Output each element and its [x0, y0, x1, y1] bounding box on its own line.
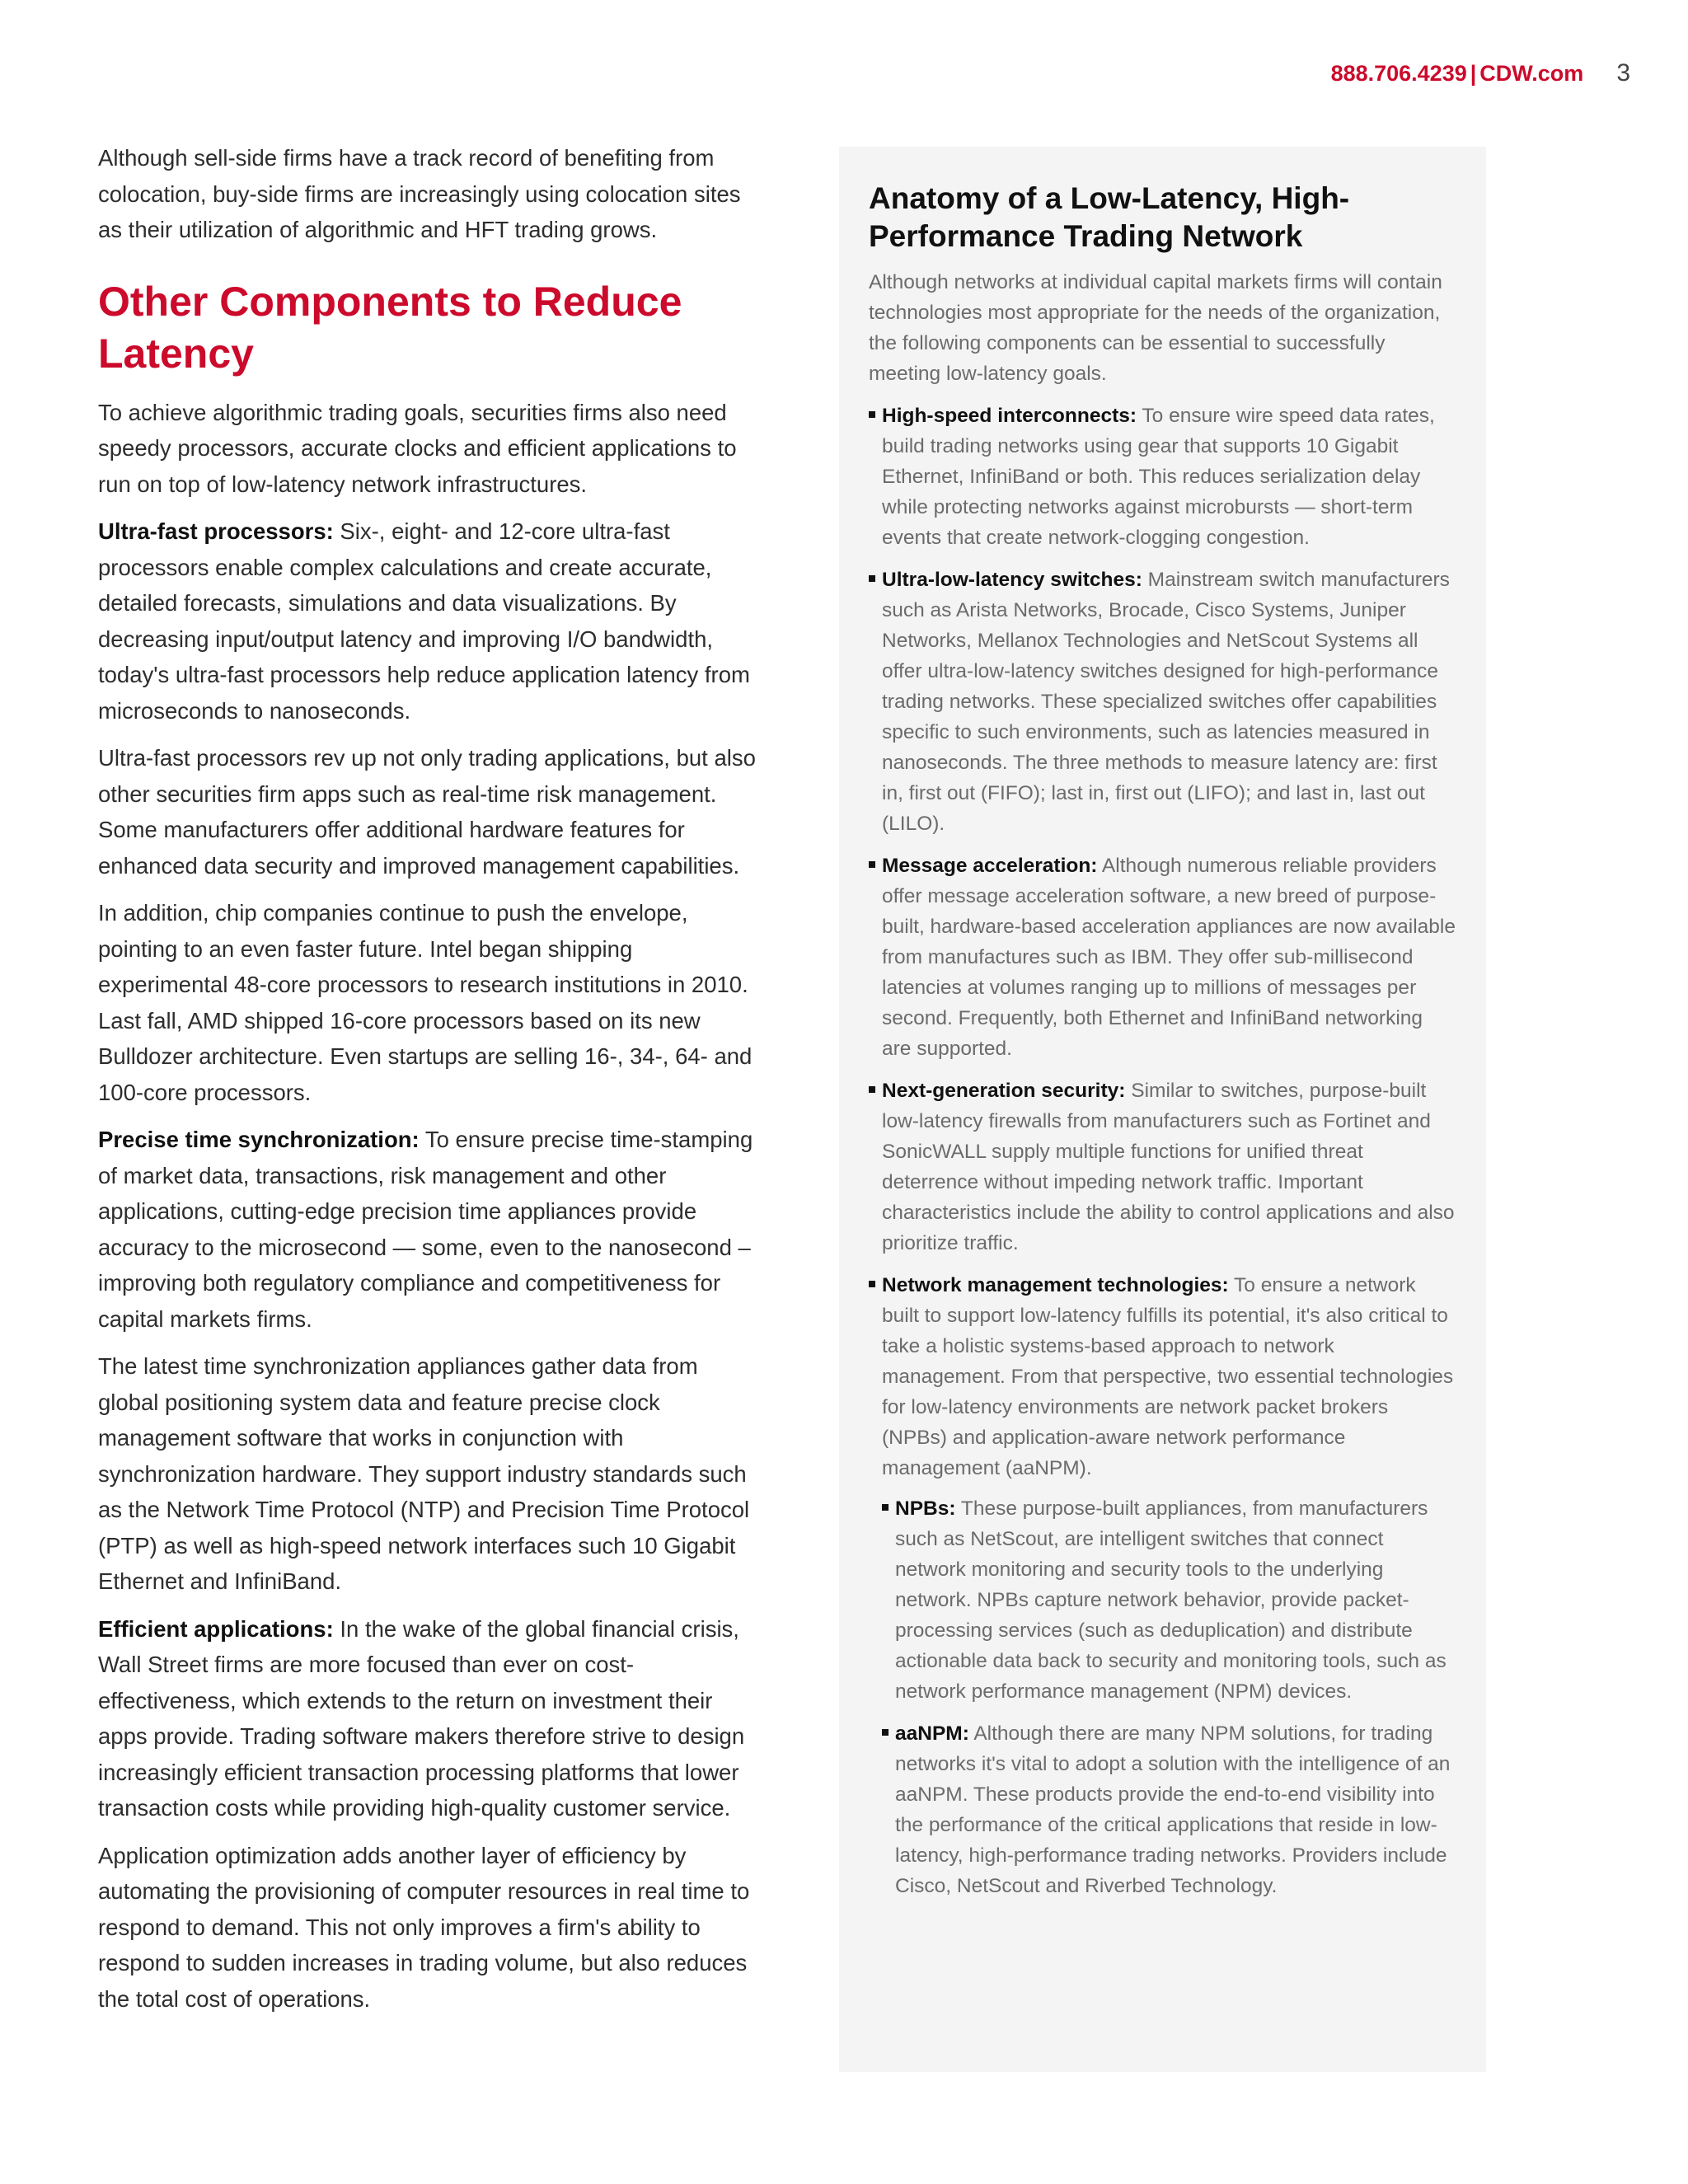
sidebar-title: Anatomy of a Low-Latency, High-Performance Trading Network: [869, 181, 1350, 253]
paragraph-components: To achieve algorithmic trading goals, securities firms also need speedy processors, accurate clocks and efficient applications to run on top of low-latency network infrastructures.: [98, 399, 737, 497]
list-item: [869, 565, 1456, 839]
list-item-text: To ensure wire speed data rates, build trading networks using gear that supports 10 Gigabit Ethernet, InfiniBand or both. This reduces serialization delay while protecting networks against microbursts — short-term events that create network-clogging congestion.: [882, 405, 1435, 549]
paragraph-processors-apps: Ultra-fast processors rev up not only trading applications, but also other securities firm apps such as real-time risk management. Some manufacturers offer additional hardware features for enhanced data security and improved management capabilities.: [98, 745, 756, 879]
square-bullet-icon: [869, 1281, 875, 1287]
sub-list-item: [882, 1493, 1456, 1707]
list-item-label: Next-generation security:: [882, 1080, 1126, 1102]
square-bullet-icon: [882, 1504, 889, 1511]
phone-number: 888.706.4239: [1330, 61, 1467, 86]
sidebar-box: [839, 147, 1486, 2072]
intro-paragraph: Although sell-side firms have a track record of benefiting from colocation, buy-side firms are increasingly using colocation sites as their utilization of algorithmic and HFT trading grows.: [98, 145, 741, 242]
efficient-apps-label: Efficient applications:: [98, 1615, 334, 1642]
time-sync-text: To ensure precise time-stamping of market data, transactions, risk management and other applications, cutting-edge precision time appliances provide accuracy to the microsecond — some, even to the nanosecond – improving both regulatory compliance and competitiveness for capital markets firms.: [98, 1127, 753, 1332]
list-item-text: Similar to switches, purpose-built low-latency firewalls from manufacturers such as Fortinet and SonicWALL supply multiple functions for unified threat deterrence without impeding network traffic. Important characteristics include the ability to control applications and also prioritize traffic.: [882, 1080, 1455, 1254]
list-item-text: To ensure a network built to support low-latency fulfills its potential, it's also critical to take a holistic systems-based approach to network management. From that perspective, two essential technologies for low-latency environments are network packet brokers (NPBs) and application-aware network performance management (aaNPM).: [882, 1274, 1454, 1479]
list-item-label: Message acceleration:: [882, 855, 1098, 877]
square-bullet-icon: [869, 411, 875, 418]
site-link[interactable]: CDW.com: [1479, 61, 1584, 86]
list-item: [869, 1270, 1456, 1901]
paragraph-chip-companies: In addition, chip companies continue to push the envelope, pointing to an even faster future. Intel began shipping experimental 48-core processors to research institutions in 2010. Last fall, AMD shipped 16-core processors based on its new Bulldozer architecture. Even startups are selling 16-, 34-, 64- and 100-core processors.: [98, 900, 753, 1105]
square-bullet-icon: [882, 1729, 889, 1736]
paragraph-efficient-apps: [98, 1611, 757, 1826]
paragraph-processors: [98, 513, 757, 729]
list-item: [869, 401, 1456, 553]
sub-list-item-text: These purpose-built appliances, from manufacturers such as NetScout, are intelligent switches that connect network monitoring and security tools to the underlying network. NPBs capture network behavior, provide packet-processing services (such as deduplication) and distribute actionable data back to security and monitoring tools, such as network performance management (NPM) devices.: [895, 1497, 1447, 1703]
list-item: [869, 851, 1456, 1064]
efficient-apps-text: In the wake of the global financial crisis, Wall Street firms are more focused than ever on cost-effectiveness, which extends to the return on investment their apps provide. Trading software makers therefore strive to design increasingly efficient transaction processing platforms that lower transaction costs while providing high-quality customer service.: [98, 1615, 745, 1821]
list-item-text: Mainstream switch manufacturers such as Arista Networks, Brocade, Cisco Systems, Juniper Networks, Mellanox Technologies and NetScout Systems all offer ultra-low-latency switches designed for high-performance trading networks. These specialized switches offer capabilities specific to such environments, such as latencies measured in nanoseconds. The three methods to measure latency are: first in, first out (FIFO); last in, first out (LIFO); and last in, last out (LILO).: [882, 569, 1450, 835]
list-item-label: High-speed interconnects:: [882, 405, 1137, 427]
list-item: [869, 1076, 1456, 1258]
header-separator: |: [1470, 61, 1477, 86]
square-bullet-icon: [869, 575, 875, 582]
sub-list-item-label: NPBs:: [895, 1497, 956, 1520]
sub-list-item-label: aaNPM:: [895, 1722, 969, 1745]
sub-list-item-text: Although there are many NPM solutions, for trading networks it's vital to adopt a solution with the intelligence of an aaNPM. These products provide the end-to-end visibility into the performance of the critical applications that reside in low-latency, high-performance trading networks. Providers include Cisco, NetScout and Riverbed Technology.: [895, 1722, 1451, 1897]
sub-list-item: [882, 1718, 1456, 1901]
list-item-label: Network management technologies:: [882, 1274, 1229, 1296]
list-item-text: Although numerous reliable providers offer message acceleration software, a new breed of purpose-built, hardware-based acceleration appliances are now available from manufactures such as IBM. They offer sub-millisecond latencies at volumes ranging up to millions of messages per second. Frequently, both Ethernet and InfiniBand networking are supported.: [882, 855, 1456, 1060]
page-number: 3: [1616, 59, 1630, 87]
sub-list: [882, 1493, 1456, 1901]
section-heading: Other Components to Reduce Latency: [98, 278, 682, 377]
square-bullet-icon: [869, 861, 875, 868]
paragraph-time-sync: [98, 1122, 757, 1337]
square-bullet-icon: [869, 1086, 875, 1093]
page-header: [1331, 59, 1630, 87]
paragraph-app-optimization: Application optimization adds another layer of efficiency by automating the provisioning of computer resources in real time to respond to demand. This not only improves a firm's ability to respond to sudden increases in trading volume, but also reduces the total cost of operations.: [98, 1842, 750, 2012]
main-column: [98, 140, 757, 2028]
sidebar-intro: Although networks at individual capital markets firms will contain technologies most appropriate for the needs of the organization, the following components can be essential to successfully meeting low-latency goals.: [869, 271, 1442, 385]
list-item-label: Ultra-low-latency switches:: [882, 569, 1142, 591]
processors-label: Ultra-fast processors:: [98, 518, 334, 544]
time-sync-label: Precise time synchronization:: [98, 1127, 420, 1152]
paragraph-time-appliances: The latest time synchronization appliances gather data from global positioning system data and feature precise clock management software that works in conjunction with synchronization hardware. They support industry standards such as the Network Time Protocol (NTP) and Precision Time Protocol (PTP) as well as high-speed network interfaces such 10 Gigabit Ethernet and InfiniBand.: [98, 1353, 750, 1594]
processors-text: Six-, eight- and 12-core ultra-fast processors enable complex calculations and create accurate, detailed forecasts, simulations and data visualizations. By decreasing input/output latency and improving I/O bandwidth, today's ultra-fast processors help reduce application latency from microseconds to nanoseconds.: [98, 518, 750, 724]
sidebar-list: [869, 401, 1456, 1901]
